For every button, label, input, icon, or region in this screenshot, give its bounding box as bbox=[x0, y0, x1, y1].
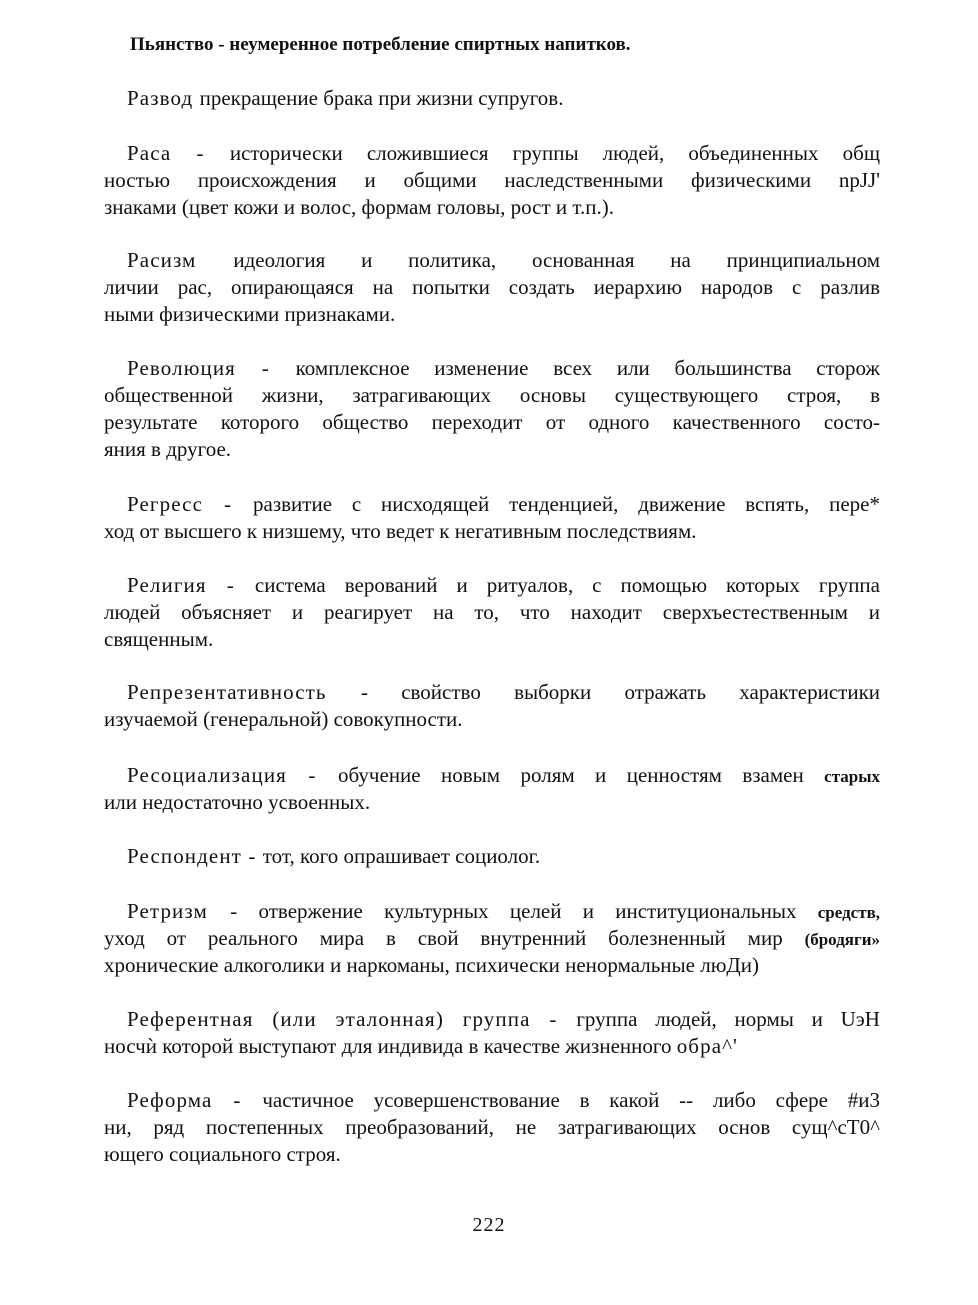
entry-line bbox=[127, 762, 880, 789]
glossary-term: обра^' bbox=[676, 1034, 738, 1058]
glossary-term: Референтная (или эталонная) группа - bbox=[127, 1007, 577, 1031]
entry-text: система верований и ритуалов, с помощью которых группа bbox=[254, 573, 880, 597]
entry-text: тот, кого опрашивает социолог. bbox=[262, 844, 541, 868]
entry-line bbox=[104, 274, 880, 301]
entry-text: результате которого общество переходит от одного качественного состо- bbox=[104, 410, 880, 434]
entry-text: людей объясняет и реагирует на то, что находит сверхъестественным и bbox=[104, 600, 880, 624]
entry-text: личии рас, опирающаяся на попытки создать иерархию народов с разлив bbox=[104, 275, 880, 299]
glossary-term: Религия - bbox=[127, 573, 255, 597]
bold-text: старых bbox=[824, 767, 880, 786]
entry-text: частичное усовершенствование в какой -- либо сфере #и3 bbox=[262, 1088, 880, 1112]
glossary-term: Репрезентативность bbox=[127, 680, 361, 704]
page-number: 222 bbox=[472, 1214, 506, 1236]
entry-text: ностью происхождения и общими наследственными физическими npJJ' bbox=[104, 168, 880, 192]
glossary-term: Развод bbox=[127, 86, 200, 110]
entry-line bbox=[127, 898, 880, 925]
entry-text: общественной жизни, затрагивающих основы существующего строя, в bbox=[104, 383, 880, 407]
entry-line bbox=[104, 1114, 880, 1141]
entry-text: обучение новым ролям и ценностям взамен bbox=[338, 763, 825, 787]
entry-text: ющего социального строя. bbox=[104, 1142, 341, 1166]
entry-text: носчѝ которой выступают для индивида в качестве жизненного bbox=[104, 1034, 677, 1058]
entry-line bbox=[127, 1006, 880, 1033]
entry-line bbox=[104, 925, 880, 952]
glossary-term: Реформа - bbox=[127, 1088, 263, 1112]
glossary-term: Пьянство - bbox=[130, 34, 230, 55]
entry-line bbox=[127, 572, 880, 599]
entry-line bbox=[104, 706, 880, 733]
entry-line bbox=[127, 491, 880, 518]
entry-text: - отвержение культурных целей и институциональных bbox=[230, 899, 818, 923]
entry-text: знаками (цвет кожи и волос, формам головы, рост и т.п.). bbox=[104, 195, 614, 219]
glossary-term: Раса - bbox=[127, 141, 230, 165]
entry-line bbox=[104, 1033, 880, 1060]
entry-line bbox=[127, 843, 880, 870]
entry-line bbox=[130, 32, 770, 58]
bold-text: средств, bbox=[817, 903, 880, 922]
entry-text: развитие с нисходящей тенденцией, движение вспять, пере* bbox=[253, 492, 880, 516]
entry-line bbox=[104, 599, 880, 626]
entry-line bbox=[127, 140, 880, 167]
entry-line bbox=[104, 626, 880, 653]
glossary-term: Ретризм bbox=[127, 899, 231, 923]
entry-line bbox=[104, 518, 880, 545]
entry-text: исторически сложившиеся группы людей, объединенных общ bbox=[229, 141, 881, 165]
entry-line bbox=[104, 952, 880, 979]
entry-line bbox=[127, 85, 880, 112]
entry-text: прекращение брака при жизни супругов. bbox=[199, 86, 564, 110]
entry-line bbox=[104, 194, 880, 221]
entry-text: яния в другое. bbox=[104, 437, 232, 461]
entry-text: группа людей, нормы и UэН bbox=[576, 1007, 880, 1031]
entry-line bbox=[104, 301, 880, 328]
entry-text: ни, ряд постепенных преобразований, не затрагивающих основ сущ^cT0^ bbox=[104, 1115, 880, 1139]
glossary-term: Респондент - bbox=[127, 844, 263, 868]
entry-text: неумеренное потребление спиртных напитков. bbox=[229, 34, 631, 55]
glossary-term: Революция - bbox=[127, 356, 296, 380]
glossary-term: Регресс - bbox=[127, 492, 254, 516]
entry-line bbox=[127, 679, 880, 706]
entry-text: идеология и политика, основанная на принципиальном bbox=[233, 248, 880, 272]
entry-line bbox=[127, 355, 880, 382]
glossary-term: Расизм bbox=[127, 248, 234, 272]
entry-line bbox=[104, 382, 880, 409]
entry-line bbox=[104, 1141, 880, 1168]
entry-line bbox=[104, 789, 880, 816]
glossary-term: Ресоциализация - bbox=[127, 763, 339, 787]
entry-line bbox=[104, 409, 880, 436]
entry-text: или недостаточно усвоенных. bbox=[104, 790, 371, 814]
bold-text: (бродяги» bbox=[804, 930, 880, 949]
entry-text: ными физическими признаками. bbox=[104, 302, 396, 326]
entry-line bbox=[104, 436, 880, 463]
entry-text: уход от реального мира в свой внутренний болезненный мир bbox=[104, 926, 805, 950]
entry-text: священным. bbox=[104, 627, 214, 651]
entry-line bbox=[127, 1087, 880, 1114]
entry-text: изучаемой (генеральной) совокупности. bbox=[104, 707, 463, 731]
entry-text: ход от высшего к низшему, что ведет к негативным последствиям. bbox=[104, 519, 697, 543]
entry-line bbox=[104, 167, 880, 194]
entry-text: - свойство выборки отражать характеристики bbox=[360, 680, 881, 704]
entry-text: комплексное изменение всех или большинства сторож bbox=[295, 356, 881, 380]
entry-text: хронические алкоголики и наркоманы, психически ненормальные люДи) bbox=[104, 953, 759, 977]
entry-line bbox=[127, 247, 880, 274]
